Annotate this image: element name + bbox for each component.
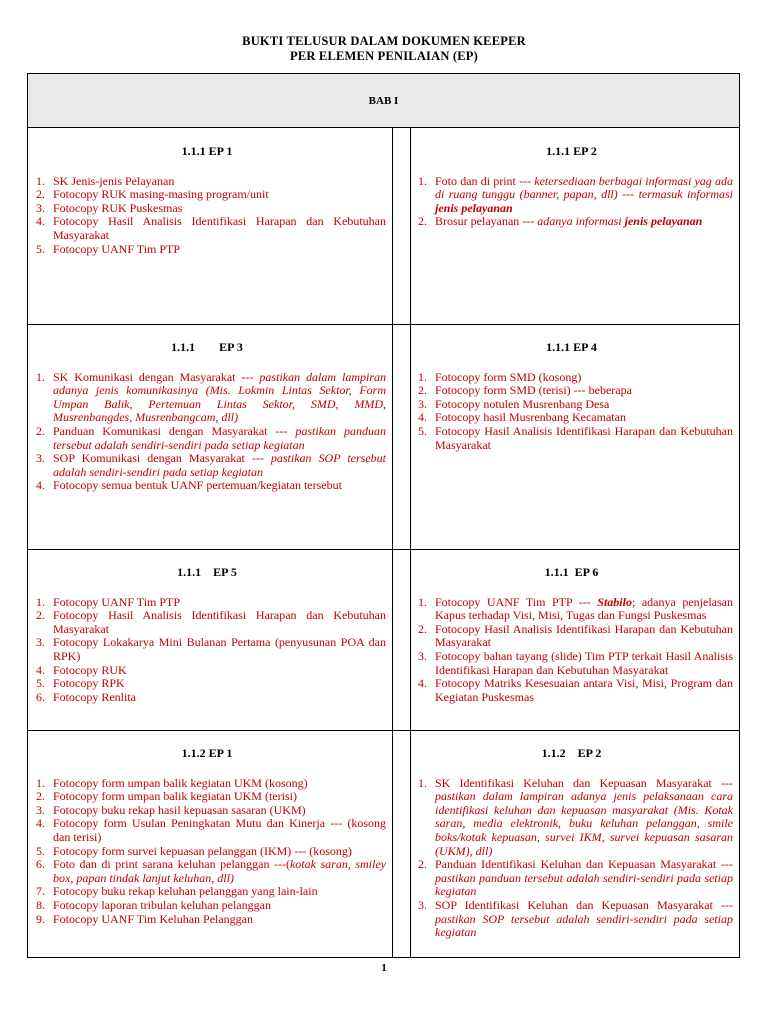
item-text: Fotocopy Hasil Analisis Identifikasi Harapan dan Kebutuhan Masyarakat	[53, 214, 386, 242]
cell-112-ep1	[28, 731, 392, 957]
item-list	[28, 371, 386, 493]
list-item	[28, 636, 386, 663]
list-item	[410, 899, 733, 940]
ep-table	[27, 73, 740, 958]
list-item	[410, 596, 733, 623]
item-note: pastikan dalam lampiran adanya jenis pelaksanaan cara identifikasi keluhan dan kepuasan masyarakat (Mis. Kotak saran, media elektronik, buku keluhan pelanggan, smile boks/kotak kepuasan, survei IKM, survei kepuasan sasaran (UKM), dll)	[435, 789, 733, 858]
list-item	[28, 664, 386, 678]
item-text: Fotocopy semua bentuk UANF pertemuan/kegiatan tersebut	[53, 478, 342, 493]
item-list	[28, 777, 386, 927]
list-item	[28, 215, 386, 242]
item-text: Fotocopy RUK Puskesmas	[53, 200, 183, 215]
item-number: 4.	[36, 478, 45, 493]
item-number: 2.	[36, 423, 45, 438]
cell-111-ep1	[28, 129, 392, 324]
list-item	[410, 650, 733, 677]
cell-heading: 1.1.1 EP 3	[171, 340, 243, 354]
item-number: 1.	[418, 775, 427, 790]
item-list	[28, 596, 386, 705]
item-text: Fotocopy Lokakarya Mini Bulanan Pertama (penyusunan POA dan RPK)	[53, 635, 386, 663]
list-item	[28, 188, 386, 202]
item-note: pastikan dalam lampiran adanya jenis komunikasinya (Mis. Lokmin Lintas Sektor, Form Umpan Balik, Pertemuan Lintas Sektor, SMD, MMD, Musrenbangdes, Musrenbangcam, dll)	[53, 369, 387, 425]
item-note: pastikan SOP tersebut adalah sendiri-sendiri pada setiap kegiatan	[53, 451, 386, 479]
list-item	[28, 371, 386, 425]
list-item	[28, 677, 386, 691]
item-text: Fotocopy UANF Tim PTP ---	[435, 594, 598, 609]
item-text: SK Komunikasi dengan Masyarakat ---	[53, 369, 260, 384]
item-list	[410, 175, 733, 229]
item-number: 1.	[36, 775, 45, 790]
item-number: 2.	[36, 608, 45, 623]
cell-heading: 1.1.1 EP 5	[177, 565, 237, 579]
item-number: 4.	[418, 410, 427, 425]
item-text: SOP Identifikasi Keluhan dan Kepuasan Masyarakat ---	[435, 897, 733, 912]
item-number: 3.	[418, 648, 427, 663]
item-number: 2.	[418, 214, 427, 229]
list-item	[28, 452, 386, 479]
list-item	[410, 175, 733, 216]
item-number: 1.	[418, 173, 427, 188]
list-item	[28, 425, 386, 452]
item-number: 3.	[418, 396, 427, 411]
item-text: Fotocopy UANF Tim Keluhan Pelanggan	[53, 911, 254, 926]
item-number: 8.	[36, 897, 45, 912]
item-list	[410, 777, 733, 940]
item-text: Fotocopy Hasil Analisis Identifikasi Harapan dan Kebutuhan Masyarakat	[53, 608, 386, 636]
cell-heading: 1.1.2 EP 2	[541, 746, 602, 760]
item-note: kotak saran, smiley box, papan tindak lanjut keluhan, dll)	[53, 857, 387, 885]
cell-111-ep2	[410, 129, 739, 324]
list-item	[28, 845, 386, 859]
list-item	[28, 175, 386, 189]
item-text: Foto dan di print ---	[435, 173, 535, 188]
list-item	[410, 858, 733, 899]
column-divider-left	[392, 128, 393, 957]
title-line-2: PER ELEMEN PENILAIAN (EP)	[290, 49, 478, 63]
item-text: Foto dan di print sarana keluhan pelanggan ---(	[53, 857, 290, 872]
item-list	[410, 596, 733, 705]
item-text: Brosur pelayanan ---	[435, 214, 538, 229]
item-number: 3.	[36, 802, 45, 817]
cell-112-ep2	[410, 731, 739, 957]
item-text: Fotocopy buku rekap hasil kepuasan sasaran (UKM)	[53, 802, 306, 817]
list-item	[410, 384, 733, 398]
item-note: adanya informasi	[537, 214, 625, 229]
list-item	[410, 398, 733, 412]
cell-111-ep4	[410, 325, 739, 549]
item-text: Fotocopy hasil Musrenbang Kecamatan	[435, 410, 626, 425]
item-note: pastikan panduan tersebut adalah sendiri-sendiri pada setiap kegiatan	[435, 870, 733, 899]
item-text: Fotocopy form umpan balik kegiatan UKM (kosong)	[53, 775, 308, 790]
list-item	[28, 817, 386, 844]
item-emphasis: Stabilo	[597, 594, 632, 609]
item-text: Fotocopy Matriks Kesesuaian antara Visi, Misi, Program dan Kegiatan Puskesmas	[435, 676, 733, 704]
item-note: pastikan SOP tersebut adalah sendiri-sendiri pada setiap kegiatan	[435, 911, 733, 940]
item-text: Fotocopy buku rekap keluhan pelanggan yang lain-lain	[53, 884, 318, 899]
item-text: Fotocopy Hasil Analisis Identifikasi Harapan dan Kebutuhan Masyarakat	[435, 621, 733, 650]
item-text: Panduan Identifikasi Keluhan dan Kepuasan Masyarakat ---	[435, 857, 733, 872]
item-number: 6.	[36, 689, 45, 704]
list-item	[28, 479, 386, 493]
list-item	[410, 215, 733, 229]
cell-heading: 1.1.2 EP 1	[181, 746, 233, 760]
item-number: 4.	[36, 662, 45, 677]
item-number: 5.	[36, 241, 45, 256]
list-item	[410, 425, 733, 452]
item-number: 1.	[418, 369, 427, 384]
item-list	[28, 175, 386, 257]
list-item	[28, 609, 386, 636]
bab-header: BAB I	[28, 74, 739, 128]
title-line-1: BUKTI TELUSUR DALAM DOKUMEN KEEPER	[242, 34, 526, 48]
item-text: Fotocopy Hasil Analisis Identifikasi Harapan dan Kebutuhan Masyarakat	[435, 423, 733, 452]
cell-heading: 1.1.1 EP 1	[181, 144, 233, 158]
item-number: 1.	[36, 173, 45, 188]
item-number: 9.	[36, 911, 45, 926]
item-text: Fotocopy notulen Musrenbang Desa	[435, 396, 610, 411]
item-list	[410, 371, 733, 453]
item-number: 2.	[36, 187, 45, 202]
item-text: Fotocopy UANF Tim PTP	[53, 594, 181, 609]
item-text: Fotocopy Renlita	[53, 689, 136, 704]
list-item	[28, 885, 386, 899]
item-number: 2.	[36, 789, 45, 804]
item-number: 2.	[418, 621, 427, 636]
item-text: Panduan Komunikasi dengan Masyarakat ---	[53, 423, 296, 438]
list-item	[28, 804, 386, 818]
cell-heading: 1.1.1 EP 2	[546, 144, 597, 158]
item-number: 3.	[418, 897, 427, 912]
list-item	[410, 411, 733, 425]
item-number: 3.	[36, 635, 45, 650]
cell-heading: 1.1.1 EP 4	[546, 340, 597, 354]
item-text: Fotocopy form SMD (terisi) --- beberapa	[435, 383, 632, 398]
item-number: 7.	[36, 884, 45, 899]
item-number: 5.	[36, 843, 45, 858]
item-number: 5.	[418, 423, 427, 438]
item-text: Fotocopy UANF Tim PTP	[53, 241, 181, 256]
item-number: 1.	[418, 594, 427, 609]
list-item	[28, 243, 386, 257]
item-text: SK Jenis-jenis Pelayanan	[53, 173, 175, 188]
item-emphasis: jenis pelayanan	[435, 200, 513, 215]
item-number: 3.	[36, 200, 45, 215]
list-item	[28, 913, 386, 927]
list-item	[28, 691, 386, 705]
item-number: 5.	[36, 676, 45, 691]
list-item	[28, 899, 386, 913]
item-number: 1.	[36, 369, 45, 384]
list-item	[28, 777, 386, 791]
item-number: 3.	[36, 451, 45, 466]
list-item	[28, 596, 386, 610]
list-item	[410, 623, 733, 650]
item-number: 2.	[418, 383, 427, 398]
cell-heading: 1.1.1 EP 6	[544, 565, 599, 579]
list-item	[28, 790, 386, 804]
item-text: Fotocopy form Usulan Peningkatan Mutu dan Kinerja --- (kosong dan terisi)	[53, 816, 386, 844]
item-text-cont: ; adanya penjelasan Kapus terhadap Visi, Misi, Tugas dan Fungsi Puskesmas	[435, 594, 733, 623]
item-text: Fotocopy bahan tayang (slide) Tim PTP terkait Hasil Analisis Identifikasi Harapan dan Kebutuhan Masyarakat	[435, 648, 733, 677]
item-text: Fotocopy RPK	[53, 676, 125, 691]
item-number: 2.	[418, 857, 427, 872]
list-item	[28, 202, 386, 216]
item-note: ketersediaan berbagai informasi yag ada di ruang tunggu (banner, papan, dll) --- termasuk informasi	[435, 173, 733, 202]
list-item	[410, 677, 733, 704]
item-number: 4.	[36, 816, 45, 831]
item-note: pastikan panduan tersebut adalah sendiri-sendiri pada setiap kegiatan	[53, 423, 386, 452]
cell-111-ep3	[28, 325, 392, 549]
item-text: SK Identifikasi Keluhan dan Kepuasan Masyarakat ---	[435, 775, 733, 790]
item-text: SOP Komunikasi dengan Masyarakat ---	[53, 451, 271, 466]
item-number: 6.	[36, 857, 45, 872]
item-number: 1.	[36, 594, 45, 609]
cell-111-ep5	[28, 550, 392, 730]
list-item	[410, 777, 733, 859]
item-number: 4.	[36, 214, 45, 229]
item-text: Fotocopy RUK	[53, 662, 127, 677]
document-title	[0, 34, 768, 64]
item-number: 4.	[418, 676, 427, 691]
list-item	[410, 371, 733, 385]
item-text: Fotocopy laporan tribulan keluhan pelanggan	[53, 897, 271, 912]
item-text: Fotocopy form survei kepuasan pelanggan (IKM) --- (kosong)	[53, 843, 352, 858]
item-text: Fotocopy RUK masing-masing program/unit	[53, 187, 269, 202]
item-text: Fotocopy form SMD (kosong)	[435, 369, 582, 384]
item-emphasis: jenis pelayanan	[624, 214, 703, 229]
cell-111-ep6	[410, 550, 739, 730]
item-text: Fotocopy form umpan balik kegiatan UKM (terisi)	[53, 789, 297, 804]
page-number: 1	[381, 962, 387, 974]
list-item	[28, 858, 386, 885]
